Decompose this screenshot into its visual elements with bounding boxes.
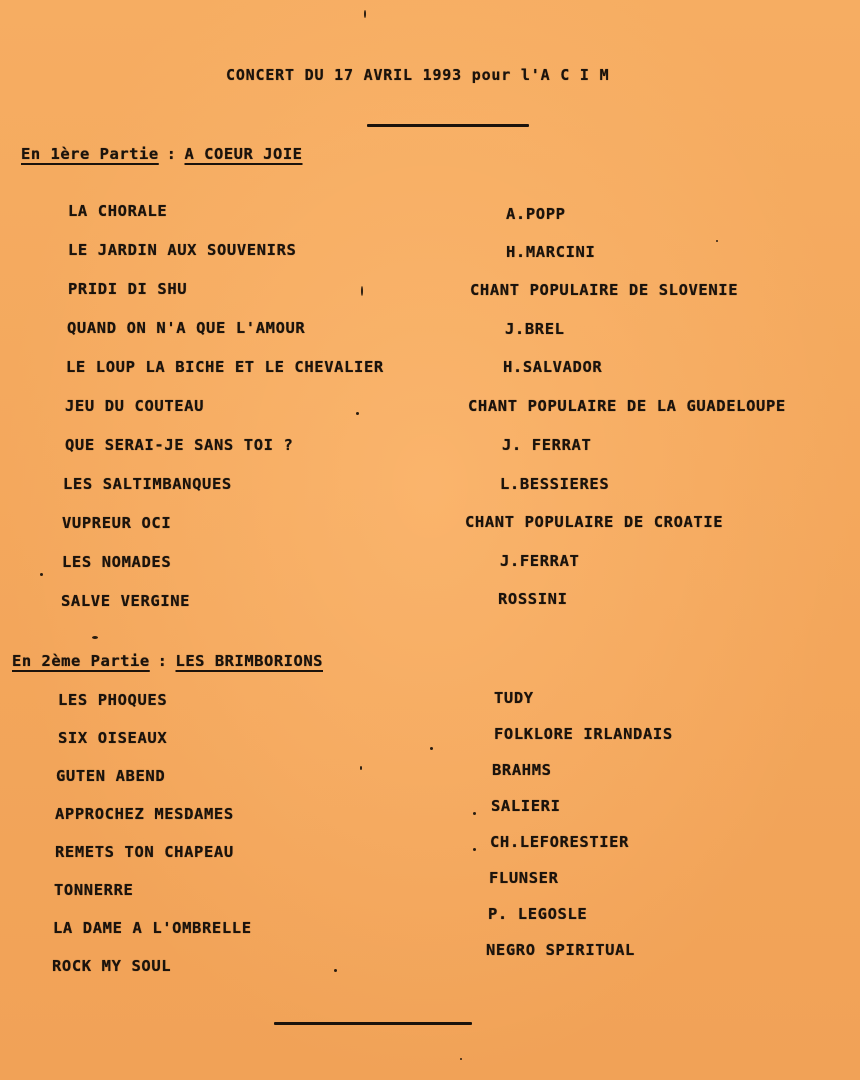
ink-speck xyxy=(356,412,359,415)
program-song-author: H.MARCINI xyxy=(506,243,596,261)
ink-speck xyxy=(473,848,476,851)
program-song-title: LA CHORALE xyxy=(68,202,168,220)
program-song-title: LES NOMADES xyxy=(62,553,172,571)
program-song-author: J.FERRAT xyxy=(500,552,580,570)
concert-title: CONCERT DU 17 AVRIL 1993 pour l'A C I M xyxy=(226,66,610,84)
ink-speck xyxy=(430,747,433,750)
part2-heading xyxy=(12,652,323,670)
ink-speck xyxy=(473,812,476,815)
part2-label: En 2ème Partie xyxy=(12,652,150,670)
program-song-author: CHANT POPULAIRE DE CROATIE xyxy=(465,513,724,531)
program-song-title: GUTEN ABEND xyxy=(56,767,166,785)
program-song-author: J. FERRAT xyxy=(502,436,592,454)
ink-speck xyxy=(460,1058,462,1060)
part1-heading xyxy=(21,145,302,163)
program-song-author: TUDY xyxy=(494,689,534,707)
program-song-title: PRIDI DI SHU xyxy=(68,280,188,298)
program-song-author: NEGRO SPIRITUAL xyxy=(486,941,635,959)
ink-speck xyxy=(360,766,362,770)
program-song-author: FOLKLORE IRLANDAIS xyxy=(494,725,673,743)
program-song-author: CHANT POPULAIRE DE LA GUADELOUPE xyxy=(468,397,786,415)
program-song-title: LE JARDIN AUX SOUVENIRS xyxy=(68,241,297,259)
program-song-author: BRAHMS xyxy=(492,761,552,779)
program-song-author: CH.LEFORESTIER xyxy=(490,833,630,851)
program-song-title: QUAND ON N'A QUE L'AMOUR xyxy=(67,319,306,337)
part1-separator: : xyxy=(166,145,177,163)
program-song-author: J.BREL xyxy=(505,320,565,338)
program-song-title: REMETS TON CHAPEAU xyxy=(55,843,234,861)
title-underline-rule xyxy=(367,124,529,127)
program-song-author: CHANT POPULAIRE DE SLOVENIE xyxy=(470,281,739,299)
program-song-author: H.SALVADOR xyxy=(503,358,603,376)
program-song-title: SIX OISEAUX xyxy=(58,729,168,747)
program-song-author: L.BESSIERES xyxy=(500,475,610,493)
program-song-title: VUPREUR OCI xyxy=(62,514,172,532)
ink-speck xyxy=(361,286,363,296)
program-song-title: LES PHOQUES xyxy=(58,691,168,709)
program-song-title: JEU DU COUTEAU xyxy=(65,397,205,415)
program-song-title: ROCK MY SOUL xyxy=(52,957,172,975)
ink-speck xyxy=(40,573,43,576)
program-song-title: LA DAME A L'OMBRELLE xyxy=(53,919,252,937)
program-song-author: FLUNSER xyxy=(489,869,559,887)
program-song-author: P. LEGOSLE xyxy=(488,905,588,923)
ink-speck xyxy=(334,969,337,972)
part1-group-name: A COEUR JOIE xyxy=(184,145,303,163)
ink-speck xyxy=(92,636,98,639)
part1-label: En 1ère Partie xyxy=(21,145,159,163)
program-song-title: SALVE VERGINE xyxy=(61,592,191,610)
closing-rule xyxy=(274,1022,472,1025)
ink-speck xyxy=(716,240,718,242)
part2-group-name: LES BRIMBORIONS xyxy=(175,652,323,670)
program-song-author: SALIERI xyxy=(491,797,561,815)
program-song-title: TONNERRE xyxy=(54,881,134,899)
program-song-title: APPROCHEZ MESDAMES xyxy=(55,805,234,823)
part2-separator: : xyxy=(157,652,168,670)
ink-speck xyxy=(364,10,366,18)
program-song-title: QUE SERAI-JE SANS TOI ? xyxy=(65,436,294,454)
program-song-title: LES SALTIMBANQUES xyxy=(63,475,232,493)
program-song-author: A.POPP xyxy=(506,205,566,223)
program-song-author: ROSSINI xyxy=(498,590,568,608)
program-song-title: LE LOUP LA BICHE ET LE CHEVALIER xyxy=(66,358,384,376)
